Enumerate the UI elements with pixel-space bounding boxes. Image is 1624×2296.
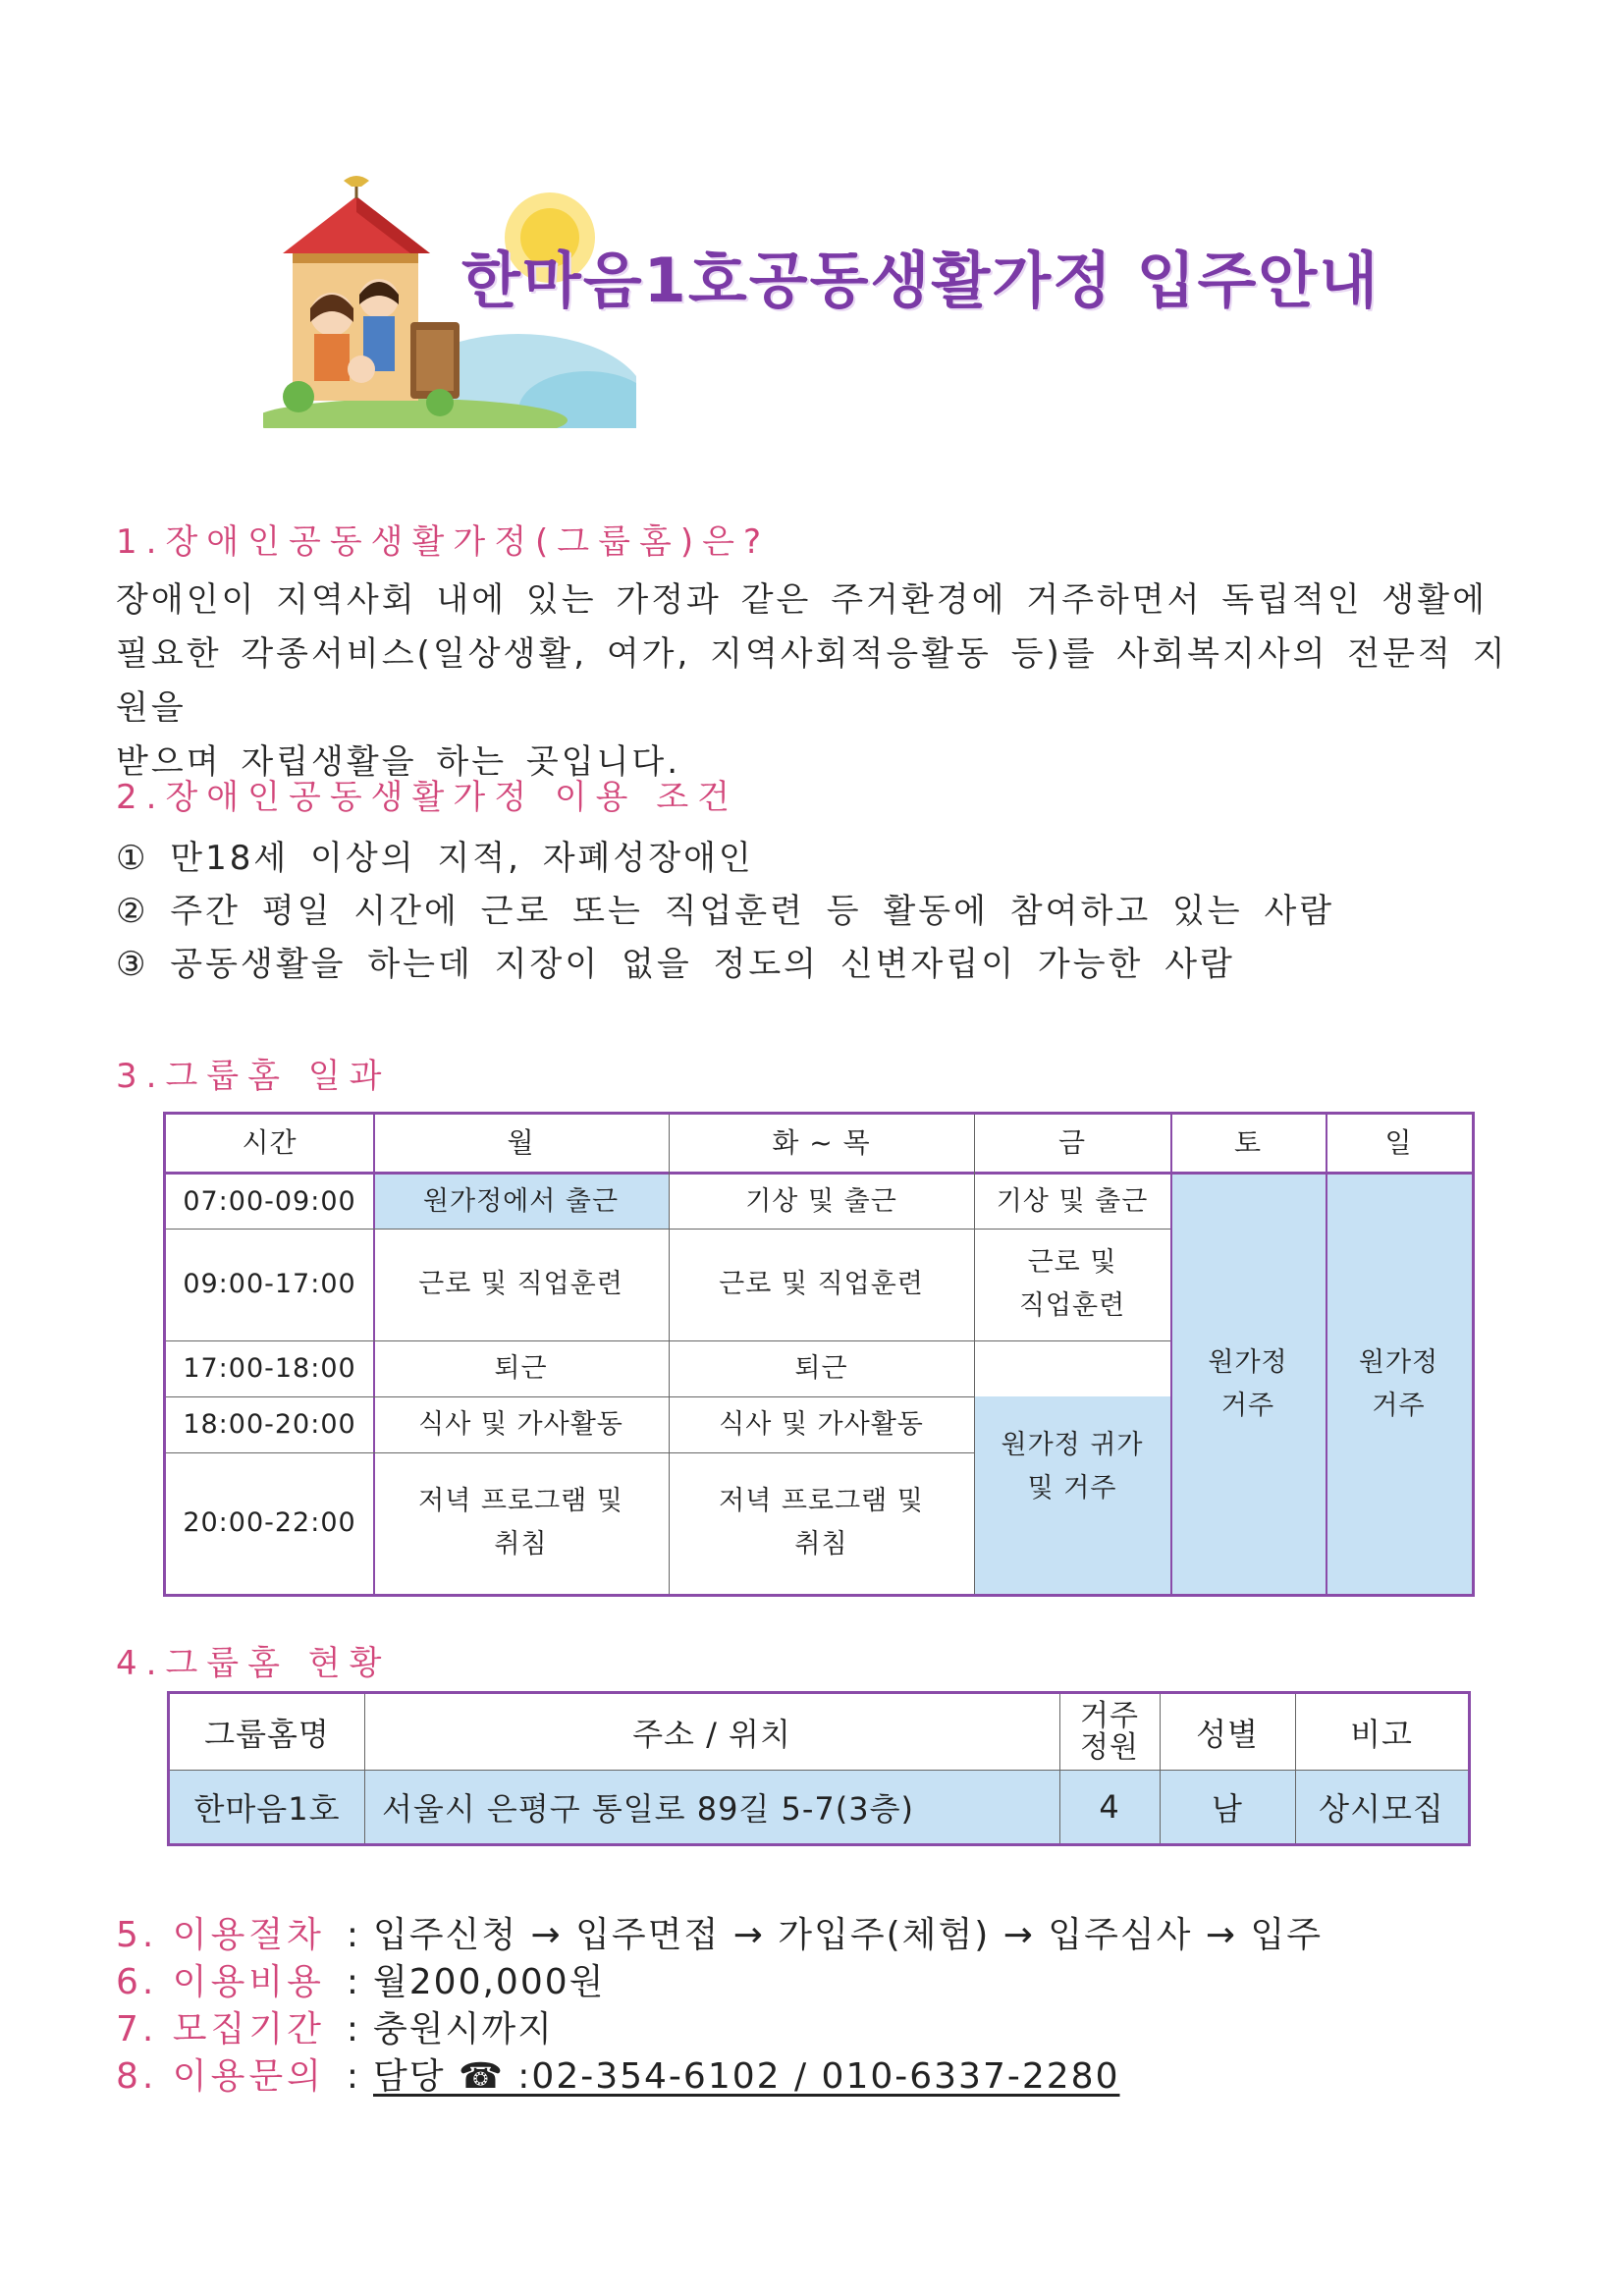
sun-line: 거주: [1372, 1390, 1426, 1421]
capacity-header-line: 정원: [1080, 1729, 1139, 1765]
info-procedure: [116, 1907, 1323, 1957]
fri-cell-work: [974, 1229, 1170, 1340]
info-label: 8. 이용문의: [116, 2056, 325, 2097]
fri-work-line: 직업훈련: [1018, 1290, 1126, 1321]
capacity-header-line: 거주: [1080, 1698, 1139, 1733]
address-cell: 서울시 은평구 통일로 89길 5-7(3층): [382, 1789, 915, 1828]
info-label: 6. 이용비용: [116, 1962, 325, 2002]
section3-heading: 3.그룹홈 일과: [116, 1057, 391, 1096]
mon-cell: 원가정에서 출근: [422, 1185, 620, 1217]
section1-line: 장애인이 지역사회 내에 있는 가정과 같은 주거환경에 거주하면서 독립적인 생활에: [116, 580, 1488, 620]
sat-line: 원가정: [1208, 1346, 1288, 1378]
sat-line: 거주: [1220, 1390, 1275, 1421]
tue-thu-cell: 퇴근: [794, 1352, 848, 1384]
info-value: 충원시까지: [373, 2009, 554, 2050]
col-address-header: 주소 / 위치: [632, 1715, 791, 1753]
tue-thu-evening-line: 취침: [794, 1529, 848, 1559]
contact-phone-link[interactable]: 담당 ☎ :02-354-6102 / 010-6337-2280: [373, 2056, 1120, 2097]
time-cell: 09:00-17:00: [183, 1269, 356, 1299]
capacity-cell: 4: [1099, 1787, 1120, 1826]
fri-home-line: 및 거주: [1027, 1473, 1117, 1503]
sun-cell: [1326, 1175, 1472, 1594]
col-sun-header: 일: [1326, 1115, 1472, 1175]
note-cell: 상시모집: [1319, 1789, 1444, 1828]
col-note-header: 비고: [1350, 1715, 1413, 1753]
schedule-table: [163, 1112, 1475, 1597]
mon-evening-line: 저녁 프로그램 및: [418, 1486, 623, 1516]
info-colon: :: [346, 1915, 359, 1955]
col-time-header: 시간: [166, 1115, 373, 1175]
mon-cell-evening: [373, 1452, 669, 1594]
info-colon: :: [346, 2009, 359, 2050]
sat-cell: [1170, 1175, 1326, 1594]
condition-item: ② 주간 평일 시간에 근로 또는 직업훈련 등 활동에 참여하고 있는 사람: [116, 892, 1335, 931]
col-tue-thu-header: 화 ~ 목: [669, 1115, 974, 1175]
page-title: 한마음1호공동생활가정 입주안내: [461, 245, 1380, 316]
tue-thu-cell: 기상 및 출근: [745, 1185, 897, 1217]
time-cell: 07:00-09:00: [183, 1185, 356, 1217]
section2-heading: 2.장애인공동생활가정 이용 조건: [116, 778, 739, 817]
col-capacity-header: [1059, 1694, 1160, 1770]
col-gender-header: 성별: [1196, 1715, 1259, 1753]
section1-line: 필요한 각종서비스(일상생활, 여가, 지역사회적응활동 등)를 사회복지사의 전문적 지원을: [116, 634, 1508, 728]
info-cost: [116, 1954, 605, 2004]
mon-cell: 식사 및 가사활동: [418, 1408, 623, 1440]
info-value: 입주신청 → 입주면접 → 가입주(체험) → 입주심사 → 입주: [373, 1915, 1324, 1955]
info-colon: :: [346, 1962, 359, 2002]
gender-cell: 남: [1212, 1789, 1243, 1828]
info-colon: :: [346, 2056, 359, 2097]
info-label: 5. 이용절차: [116, 1915, 325, 1955]
col-mon-header: 월: [373, 1115, 669, 1175]
info-label: 7. 모집기간: [116, 2009, 325, 2050]
mon-cell: 퇴근: [494, 1352, 548, 1384]
col-group-name-header: 그룹홈명: [204, 1715, 330, 1753]
info-value: 월200,000원: [373, 1962, 606, 2002]
section1-heading: 1.장애인공동생활가정(그룹홈)은?: [116, 522, 770, 562]
tue-thu-cell: 식사 및 가사활동: [719, 1408, 924, 1440]
status-table: [167, 1691, 1471, 1846]
mon-cell: 근로 및 직업훈련: [418, 1269, 623, 1299]
time-cell: 18:00-20:00: [183, 1408, 356, 1440]
condition-item: ③ 공동생활을 하는데 지장이 없을 정도의 신변자립이 가능한 사람: [116, 945, 1235, 984]
fri-cell: 기상 및 출근: [996, 1185, 1149, 1217]
time-cell: 20:00-22:00: [183, 1507, 356, 1538]
info-contact: [116, 2049, 1119, 2099]
condition-item: ① 만18세 이상의 지적, 자폐성장애인: [116, 839, 754, 878]
fri-home-line: 원가정 귀가: [1001, 1430, 1144, 1460]
section4-heading: 4.그룹홈 현황: [116, 1644, 391, 1683]
mon-evening-line: 취침: [494, 1529, 548, 1559]
col-sat-header: 토: [1170, 1115, 1326, 1175]
tue-thu-cell-evening: [669, 1452, 974, 1594]
tue-thu-cell: 근로 및 직업훈련: [719, 1269, 924, 1299]
fri-work-line: 근로 및: [1027, 1247, 1117, 1278]
info-period: [116, 2001, 554, 2051]
section1-line: 받으며 자립생활을 하는 곳입니다.: [116, 742, 681, 782]
col-fri-header: 금: [974, 1115, 1170, 1175]
tue-thu-evening-line: 저녁 프로그램 및: [719, 1486, 924, 1516]
section1-paragraph: [116, 574, 1530, 790]
group-name-cell: 한마음1호: [193, 1789, 341, 1828]
time-cell: 17:00-18:00: [183, 1352, 356, 1384]
fri-cell-home: [974, 1340, 1170, 1594]
sun-line: 원가정: [1358, 1346, 1439, 1378]
